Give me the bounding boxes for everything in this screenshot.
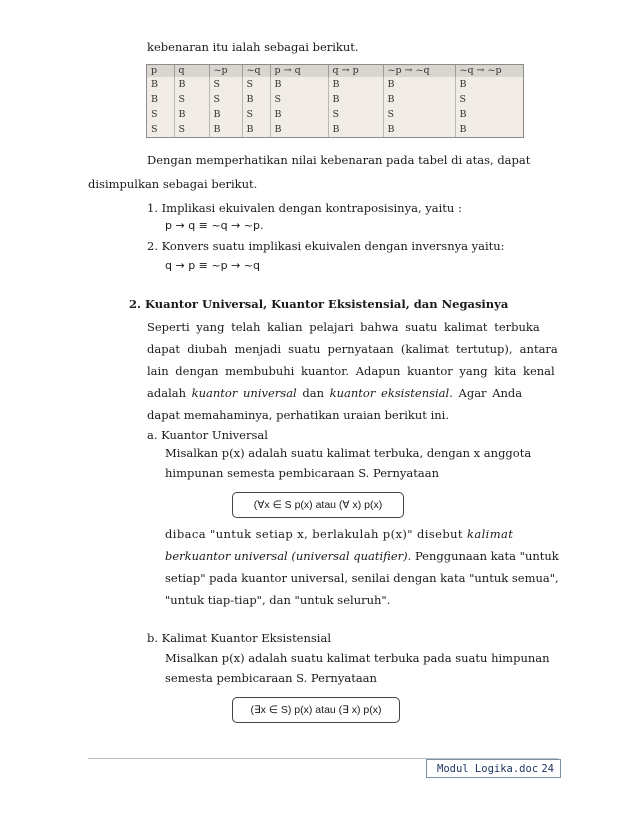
conclusion-line-1: Dengan memperhatikan nilai kebenaran pada tabel di atas, dapat <box>147 153 531 167</box>
section-2-line-2: dapat diubah menjadi suatu pernyataan (kalimat tertutup), antara <box>147 342 558 356</box>
page-number: 24 <box>541 762 554 775</box>
truth-table-cell: B <box>328 122 383 137</box>
truth-table-cell: S <box>270 92 328 107</box>
sub-a-line-2: himpunan semesta pembicaraan S. Pernyataan <box>165 466 440 480</box>
truth-table-row <box>147 77 523 92</box>
truth-table-cell: S <box>151 123 158 135</box>
truth-table-header: ~p <box>209 65 242 77</box>
truth-table-cell: B <box>174 107 209 122</box>
truth-table-header: p <box>151 65 158 76</box>
section-2-heading: 2. Kuantor Universal, Kuantor Eksistensial, dan Negasinya <box>129 297 509 311</box>
truth-table-cell: S <box>328 107 383 122</box>
truth-table-cell: B <box>270 77 328 92</box>
truth-table-header: q → p <box>328 65 383 77</box>
truth-table-cell: B <box>270 122 328 137</box>
conclusion-item-1: 1. Implikasi ekuivalen dengan kontraposisinya, yaitu : <box>147 201 462 215</box>
truth-table-cell: S <box>242 107 270 122</box>
truth-table-cell: S <box>383 107 455 122</box>
section-2-line-4: adalah kuantor universal dan kuantor eksistensial. Agar Anda <box>147 386 523 400</box>
truth-table-cell: B <box>328 92 383 107</box>
sub-a-line-1: Misalkan p(x) adalah suatu kalimat terbuka, dengan x anggota <box>165 446 532 460</box>
sub-a-desc-3: setiap" pada kuantor universal, senilai dengan kata "untuk semua", <box>165 571 559 585</box>
truth-table-header: ~p → ~q <box>383 65 455 77</box>
conclusion-item-2: 2. Konvers suatu implikasi ekuivalen dengan inversnya yaitu: <box>147 239 505 253</box>
truth-table-header: p → q <box>270 65 328 77</box>
truth-table-cell: B <box>209 122 242 137</box>
sub-b-title: b. Kalimat Kuantor Eksistensial <box>147 631 332 645</box>
sub-a-desc-1: dibaca "untuk setiap x, berlakulah p(x)" disebut kalimat <box>165 527 514 541</box>
sub-a-title: a. Kuantor Universal <box>147 428 268 442</box>
truth-table-header: ~q <box>242 65 270 77</box>
truth-table-cell: B <box>270 107 328 122</box>
conclusion-line-2: disimpulkan sebagai berikut. <box>88 177 258 191</box>
truth-table-cell: B <box>242 92 270 107</box>
sub-b-line-1: Misalkan p(x) adalah suatu kalimat terbuka pada suatu himpunan <box>165 651 550 665</box>
formula-converse: q → p ≡ ~p → ~q <box>165 259 260 272</box>
sub-a-desc-2: berkuantor universal (universal quatifier). Penggunaan kata "untuk <box>165 549 559 563</box>
truth-table-cell: B <box>151 78 158 90</box>
truth-table-cell: B <box>383 77 455 92</box>
section-2-line-1: Seperti yang telah kalian pelajari bahwa suatu kalimat terbuka <box>147 320 540 334</box>
truth-table-cell: B <box>383 92 455 107</box>
truth-table <box>146 64 524 138</box>
truth-table-row <box>147 122 523 137</box>
truth-table-cell: B <box>174 77 209 92</box>
existential-formula-box: (∃x ∈ S) p(x) atau (∃ x) p(x) <box>232 697 400 723</box>
truth-table-cell: S <box>209 92 242 107</box>
truth-table-cell: B <box>455 122 523 137</box>
truth-table-cell: B <box>151 93 158 105</box>
formula-contraposition: p → q ≡ ~q → ~p. <box>165 219 264 232</box>
universal-formula-box: (∀x ∈ S p(x) atau (∀ x) p(x) <box>232 492 404 518</box>
truth-table-cell: B <box>455 77 523 92</box>
truth-table-cell: B <box>328 77 383 92</box>
section-2-line-3: lain dengan membubuhi kuantor. Adapun kuantor yang kita kenal <box>147 364 555 378</box>
truth-table-cell: S <box>174 122 209 137</box>
footer <box>426 759 561 778</box>
truth-table-row <box>147 107 523 122</box>
footer-doc-name: Modul Logika.doc <box>437 762 539 775</box>
truth-table-row <box>147 92 523 107</box>
truth-table-cell: B <box>383 122 455 137</box>
sub-a-desc-4: "untuk tiap-tiap", dan "untuk seluruh". <box>165 593 391 607</box>
truth-table-cell: S <box>151 108 158 120</box>
truth-table-header: q <box>174 65 209 77</box>
truth-table-cell: S <box>209 77 242 92</box>
truth-table-cell: S <box>455 92 523 107</box>
intro-text: kebenaran itu ialah sebagai berikut. <box>147 40 359 54</box>
truth-table-cell: S <box>174 92 209 107</box>
section-2-line-5: dapat memahaminya, perhatikan uraian berikut ini. <box>147 408 449 422</box>
truth-table-header: ~q → ~p <box>455 65 523 77</box>
truth-table-cell: B <box>242 122 270 137</box>
sub-b-line-2: semesta pembicaraan S. Pernyataan <box>165 671 377 685</box>
truth-table-cell: B <box>455 107 523 122</box>
truth-table-cell: S <box>242 77 270 92</box>
truth-table-cell: B <box>209 107 242 122</box>
